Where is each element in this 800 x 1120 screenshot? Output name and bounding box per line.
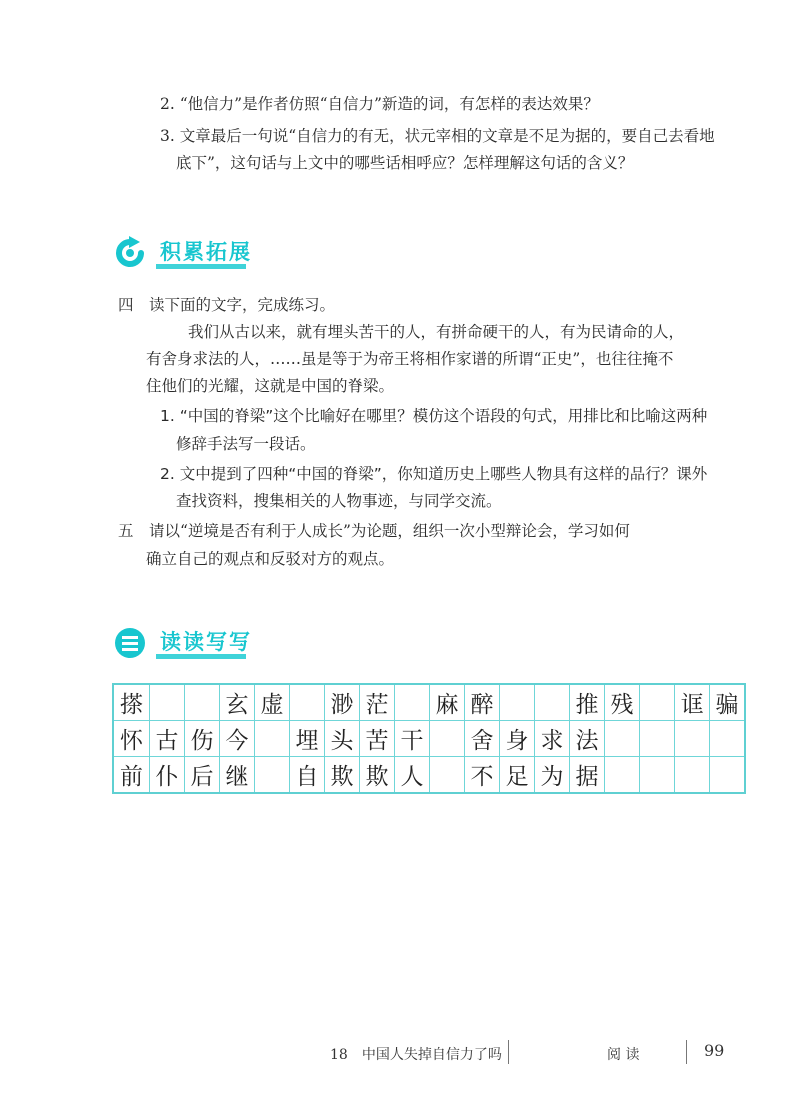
grid-cell: 茫 (359, 685, 394, 720)
book-list-icon (113, 626, 147, 660)
grid-cell (254, 721, 289, 756)
exercise-4-item-1-line-2: 修辞手法写一段话。 (176, 435, 316, 453)
grid-cell: 残 (604, 685, 639, 720)
grid-cell: 舍 (464, 721, 499, 756)
grid-cell: 古 (149, 721, 184, 756)
grid-cell (394, 685, 429, 720)
exercise-4-item-2: 2. 文中提到了四种“中国的脊梁”，你知道历史上哪些人物具有这样的品行？课外 (160, 465, 708, 483)
grid-row (114, 756, 744, 792)
grid-cell: 诓 (674, 685, 709, 720)
exercise-4-item-1: 1. “中国的脊梁”这个比喻好在哪里？模仿这个语段的句式，用排比和比喻这两种 (160, 407, 708, 425)
grid-cell: 苦 (359, 721, 394, 756)
grid-cell (499, 685, 534, 720)
grid-cell: 醉 (464, 685, 499, 720)
grid-cell: 不 (464, 757, 499, 792)
grid-cell (254, 757, 289, 792)
grid-cell: 人 (394, 757, 429, 792)
passage-line-1: 我们从古以来，就有埋头苦干的人，有拼命硬干的人，有为民请命的人， (188, 323, 685, 341)
grid-cell: 求 (534, 721, 569, 756)
grid-cell (709, 721, 744, 756)
vocabulary-grid (112, 683, 746, 794)
exercise-4-prompt: 四 读下面的文字，完成练习。 (118, 296, 336, 314)
grid-cell (289, 685, 324, 720)
question-2: 2. “他信力”是作者仿照“自信力”新造的词，有怎样的表达效果？ (160, 95, 599, 113)
grid-cell (534, 685, 569, 720)
grid-cell: 玄 (219, 685, 254, 720)
grid-cell: 渺 (324, 685, 359, 720)
grid-cell (639, 757, 674, 792)
grid-cell: 足 (499, 757, 534, 792)
grid-cell: 自 (289, 757, 324, 792)
grid-cell: 推 (569, 685, 604, 720)
passage-line-3: 住他们的光耀，这就是中国的脊梁。 (146, 377, 395, 395)
part-label: 阅 读 (607, 1047, 640, 1063)
question-3-line-2: 底下”，这句话与上文中的哪些话相呼应？怎样理解这句话的含义？ (176, 154, 634, 172)
grid-cell: 今 (219, 721, 254, 756)
grid-cell: 据 (569, 757, 604, 792)
grid-cell (604, 757, 639, 792)
grid-cell: 为 (534, 757, 569, 792)
footer-divider (508, 1040, 509, 1064)
grid-cell (604, 721, 639, 756)
grid-cell: 身 (499, 721, 534, 756)
section-title-read-write: 读读写写 (160, 630, 252, 654)
grid-cell: 搽 (120, 692, 143, 718)
grid-cell (674, 757, 709, 792)
grid-cell (674, 721, 709, 756)
grid-row (114, 720, 744, 756)
section-title-accumulate: 积累拓展 (160, 240, 252, 264)
grid-cell: 法 (569, 721, 604, 756)
refresh-arrow-icon (113, 236, 147, 270)
grid-cell (149, 685, 184, 720)
grid-cell (184, 685, 219, 720)
footer-divider (686, 1040, 687, 1064)
exercise-4-item-2-line-2: 查找资料，搜集相关的人物事迹，与同学交流。 (176, 492, 502, 510)
grid-cell: 欺 (359, 757, 394, 792)
exercise-5: 五 请以“逆境是否有利于人成长”为论题，组织一次小型辩论会，学习如何 (118, 522, 630, 540)
grid-cell: 前 (120, 764, 143, 790)
section-underline (156, 264, 246, 269)
grid-cell: 欺 (324, 757, 359, 792)
lesson-title: 18 中国人失掉自信力了吗 (330, 1047, 502, 1063)
grid-row (114, 685, 744, 720)
grid-cell (709, 757, 744, 792)
grid-cell (639, 685, 674, 720)
grid-cell (429, 757, 464, 792)
exercise-5-line-2: 确立自己的观点和反驳对方的观点。 (146, 550, 395, 568)
grid-cell: 麻 (429, 685, 464, 720)
page-number: 99 (704, 1041, 725, 1060)
grid-cell (429, 721, 464, 756)
grid-cell: 埋 (289, 721, 324, 756)
grid-cell: 虚 (254, 685, 289, 720)
grid-cell (639, 721, 674, 756)
grid-cell: 怀 (120, 728, 143, 754)
question-3: 3. 文章最后一句说“自信力的有无，状元宰相的文章是不足为据的，要自己去看地 (160, 127, 715, 145)
grid-cell: 干 (394, 721, 429, 756)
grid-cell: 后 (184, 757, 219, 792)
passage-line-2: 有舍身求法的人，……虽是等于为帝王将相作家谱的所谓“正史”，也往往掩不 (146, 350, 674, 368)
grid-cell: 仆 (149, 757, 184, 792)
grid-cell: 继 (219, 757, 254, 792)
section-underline (156, 654, 246, 659)
grid-cell: 伤 (184, 721, 219, 756)
grid-cell: 头 (324, 721, 359, 756)
grid-cell: 骗 (709, 685, 744, 720)
